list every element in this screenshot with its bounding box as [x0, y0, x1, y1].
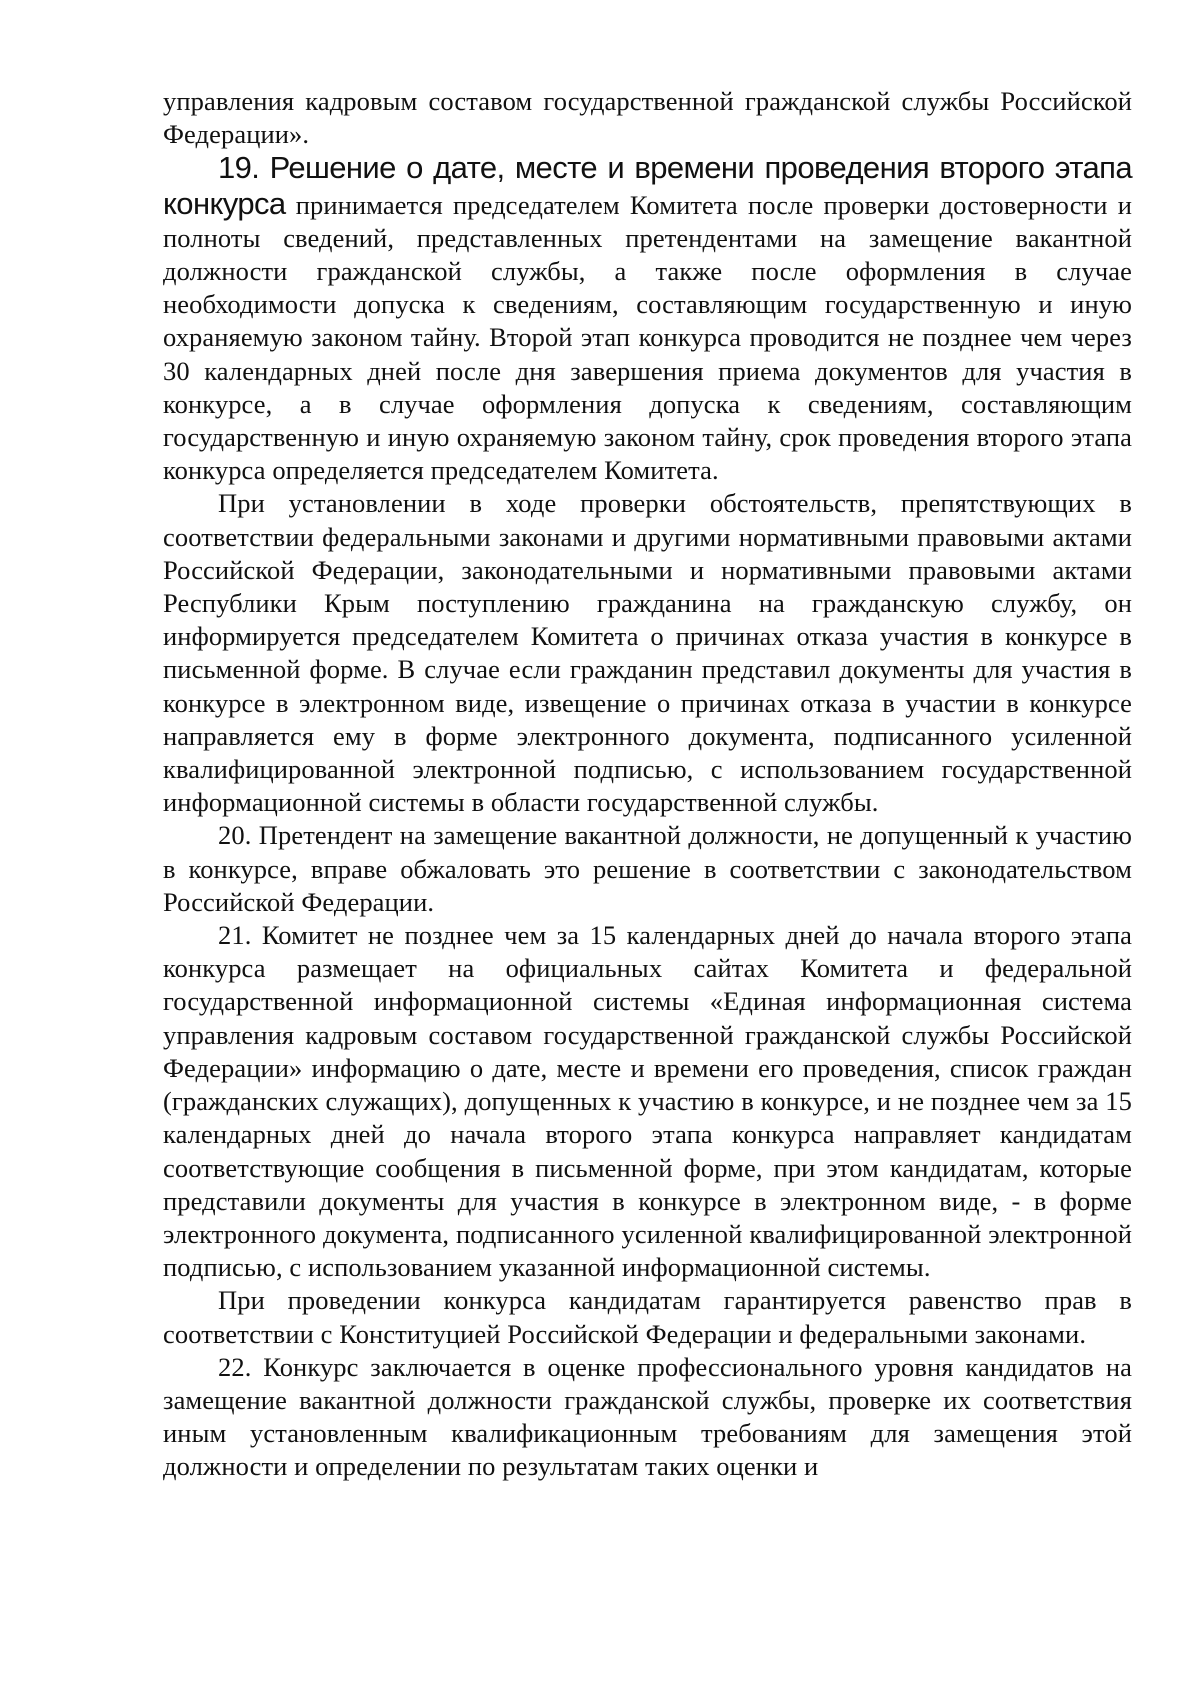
paragraph-19-lead: 19. Решение о дате, месте и времени проведения второго этапа конкурса: [163, 150, 1132, 221]
paragraph-text: 20. Претендент на замещение вакантной должности, не допущенный к участию в конкурсе, вправе обжаловать это решение в соответствии с законодательством Российской Федерации.: [163, 820, 1132, 917]
paragraph-text: 21. Комитет не позднее чем за 15 календарных дней до начала второго этапа конкурса размещает на официальных сайтах Комитета и федеральной государственной информационной системы «Единая информационная система управления кадровым составом государственной гражданской службы Российской Федерации» информацию о дате, месте и времени его проведения, список граждан (гражданских служащих), допущенных к участию в конкурсе, и не позднее чем за 15 календарных дней до начала второго этапа конкурса направляет кандидатам соответствующие сообщения в письменной форме, при этом кандидатам, которые представили документы для участия в конкурсе в электронном виде, - в форме электронного документа, подписанного усиленной квалифицированной электронной подписью, с использованием указанной информационной системы.: [163, 920, 1132, 1283]
paragraph-19: [163, 151, 1132, 487]
paragraph-19-refusal: [163, 487, 1132, 819]
paragraph-21: [163, 919, 1132, 1284]
paragraph-text: 22. Конкурс заключается в оценке профессионального уровня кандидатов на замещение вакантной должности гражданской службы, проверке их соответствия иным установленным квалификационным требованиям для замещения этой должности и определении по результатам таких оценки и: [163, 1351, 1132, 1482]
document-body: [163, 85, 1132, 1484]
paragraph-22: [163, 1351, 1132, 1484]
paragraph-21-equality: [163, 1284, 1132, 1350]
paragraph-text: При установлении в ходе проверки обстоятельств, препятствующих в соответствии федеральными законами и другими нормативными правовыми актами Российской Федерации, законодательными и нормативными правовыми актами Республики Крым поступлению гражданина на гражданскую службу, он информируется председателем Комитета о причинах отказа участия в конкурсе в письменной форме. В случае если гражданин представил документы для участия в конкурсе в электронном виде, извещение о причинах отказа в участии в конкурсе направляется ему в форме электронного документа, подписанного усиленной квалифицированной электронной подписью, с использованием государственной информационной системы в области государственной службы.: [163, 488, 1132, 818]
paragraph-continuation: [163, 85, 1132, 151]
paragraph-19-text: принимается председателем Комитета после проверки достоверности и полноты сведений, представленных претендентами на замещение вакантной должности гражданской службы, а также после оформления в случае необходимости допуска к сведениям, составляющим государственную и иную охраняемую законом тайну. Второй этап конкурса проводится не позднее чем через 30 календарных дней после дня завершения приема документов для участия в конкурсе, а в случае оформления допуска к сведениям, составляющим государственную и иную охраняемую законом тайну, срок проведения второго этапа конкурса определяется председателем Комитета.: [163, 189, 1132, 486]
paragraph-text: управления кадровым составом государственной гражданской службы Российской Федерации».: [163, 86, 1132, 150]
paragraph-text: При проведении конкурса кандидатам гарантируется равенство прав в соответствии с Конституцией Российской Федерации и федеральными законами.: [163, 1285, 1132, 1349]
paragraph-20: [163, 819, 1132, 919]
